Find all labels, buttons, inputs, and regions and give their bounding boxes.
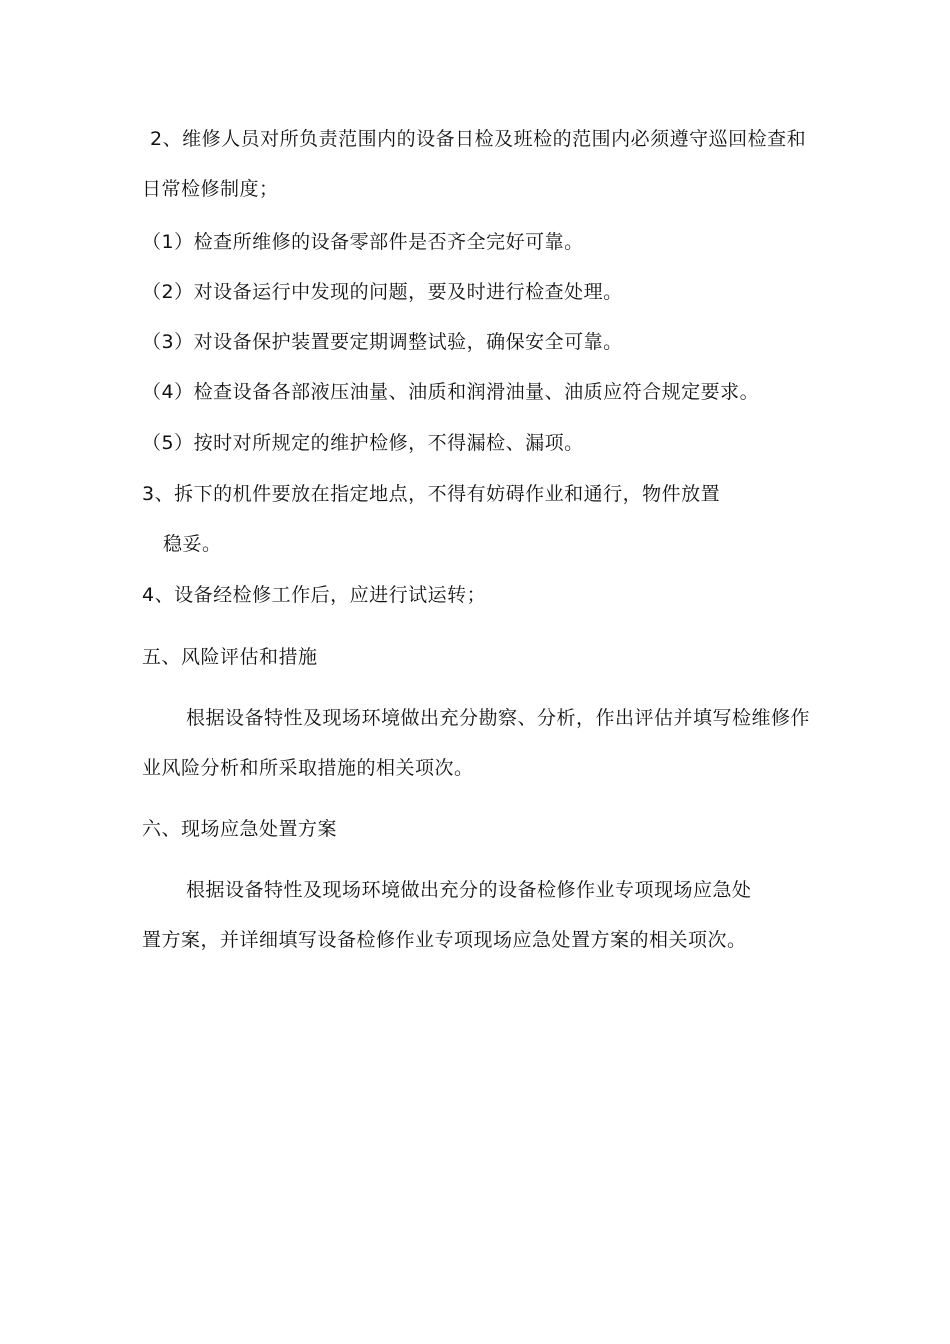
section-5-paragraph-line-2: 业风险分析和所采取措施的相关项次。 [142,757,474,779]
sub-item-1: （1）检查所维修的设备零部件是否齐全完好可靠。 [142,231,584,253]
item-2-line-2: 日常检修制度； [142,178,279,200]
item-3-line-1: 3、拆下的机件要放在指定地点，不得有妨碍作业和通行，物件放置 [142,483,721,505]
sub-item-3: （3）对设备保护装置要定期调整试验，确保安全可靠。 [142,331,623,353]
sub-item-5: （5）按时对所规定的维护检修，不得漏检、漏项。 [142,432,584,454]
sub-item-2: （2）对设备运行中发现的问题，要及时进行检查处理。 [142,281,623,303]
item-2-line-1: 2、维修人员对所负责范围内的设备日检及班检的范围内必须遵守巡回检查和 [150,128,807,150]
section-5-paragraph-line-1: 根据设备特性及现场环境做出充分勘察、分析，作出评估并填写检维修作 [186,707,811,729]
sub-item-4: （4）检查设备各部液压油量、油质和润滑油量、油质应符合规定要求。 [142,381,760,403]
section-6-heading: 六、现场应急处置方案 [142,818,338,840]
item-4: 4、设备经检修工作后，应进行试运转； [142,584,487,606]
item-3-line-2: 稳妥。 [163,533,222,555]
section-5-heading: 五、风险评估和措施 [142,646,318,668]
section-6-paragraph-line-1: 根据设备特性及现场环境做出充分的设备检修作业专项现场应急处 [186,879,752,901]
section-6-paragraph-line-2: 置方案，并详细填写设备检修作业专项现场应急处置方案的相关项次。 [142,929,747,951]
